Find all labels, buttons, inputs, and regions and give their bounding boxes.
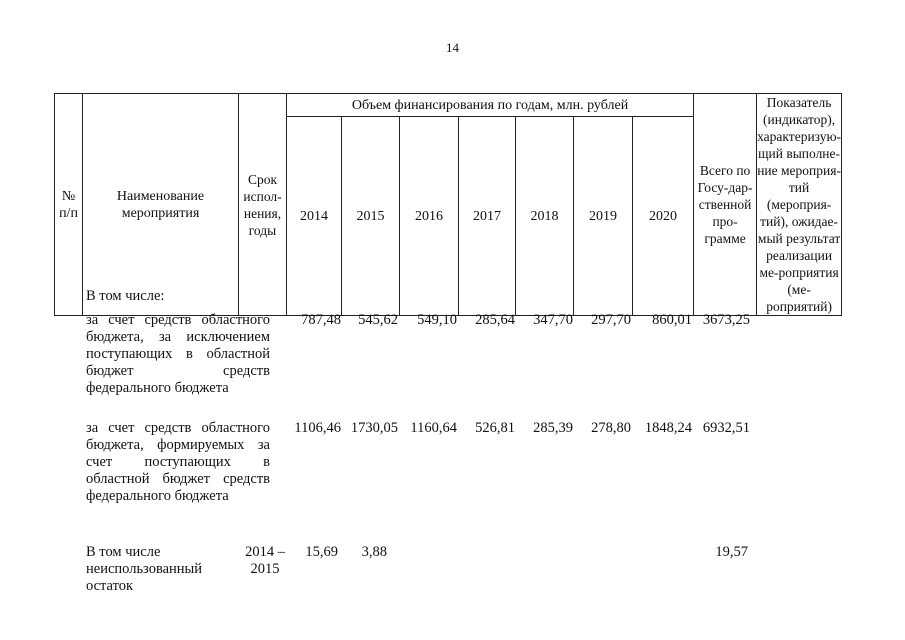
header-number: № п/п bbox=[55, 94, 83, 316]
table-header bbox=[54, 93, 842, 316]
value-2016: 1160,64 bbox=[410, 420, 457, 436]
header-total: Всего по Госу-дар-ственной про-грамме bbox=[694, 94, 757, 316]
header-funding-title: Объем финансирования по годам, млн. рублей bbox=[287, 94, 694, 117]
value-2020: 1848,24 bbox=[644, 420, 692, 436]
header-indicator: Показатель (индикатор), характеризую-щий выполне-ние мероприя-тий (мероприя-тий), ожидае-мый результат реализации ме-роприятия (ме-роприятий) bbox=[757, 95, 842, 314]
header-term: Срок испол-нения, годы bbox=[239, 94, 287, 316]
value-2014: 787,48 bbox=[301, 312, 341, 328]
value-2016: 549,10 bbox=[417, 312, 457, 328]
value-total: 19,57 bbox=[715, 544, 748, 560]
value-2015: 545,62 bbox=[358, 312, 398, 328]
row-term: 2014 – 2015 bbox=[245, 544, 285, 577]
row-name: за счет средств областного бюджета, за исключением поступающих в областной бюджет средств федерального бюджета bbox=[86, 312, 270, 396]
value-2017: 285,64 bbox=[475, 312, 515, 328]
value-2015: 3,88 bbox=[361, 544, 387, 560]
header-year: 2020 bbox=[633, 117, 694, 316]
header-year: 2014 bbox=[287, 117, 342, 316]
value-2015: 1730,05 bbox=[350, 420, 398, 436]
value-total: 6932,51 bbox=[702, 420, 750, 436]
header-year: 2015 bbox=[342, 117, 400, 316]
header-year: 2018 bbox=[516, 117, 574, 316]
page-number: 14 bbox=[446, 40, 459, 55]
row-name: за счет средств областного бюджета, формируемых за счет поступающих в областной бюджет средств федерального бюджета bbox=[86, 420, 270, 504]
row-name: В том числе неиспользованный остаток bbox=[86, 544, 203, 594]
value-total: 3673,25 bbox=[702, 312, 750, 328]
value-2017: 526,81 bbox=[475, 420, 515, 436]
header-year: 2019 bbox=[574, 117, 633, 316]
value-2018: 285,39 bbox=[533, 420, 573, 436]
value-2018: 347,70 bbox=[533, 312, 573, 328]
row-name: В том числе: bbox=[86, 288, 165, 304]
value-2014: 1106,46 bbox=[294, 420, 341, 436]
header-name: Наименование мероприятия bbox=[83, 94, 239, 316]
header-year: 2016 bbox=[400, 117, 459, 316]
value-2019: 297,70 bbox=[591, 312, 631, 328]
header-year: 2017 bbox=[459, 117, 516, 316]
value-2014: 15,69 bbox=[305, 544, 338, 560]
value-2020: 860,01 bbox=[652, 312, 692, 328]
value-2019: 278,80 bbox=[591, 420, 631, 436]
